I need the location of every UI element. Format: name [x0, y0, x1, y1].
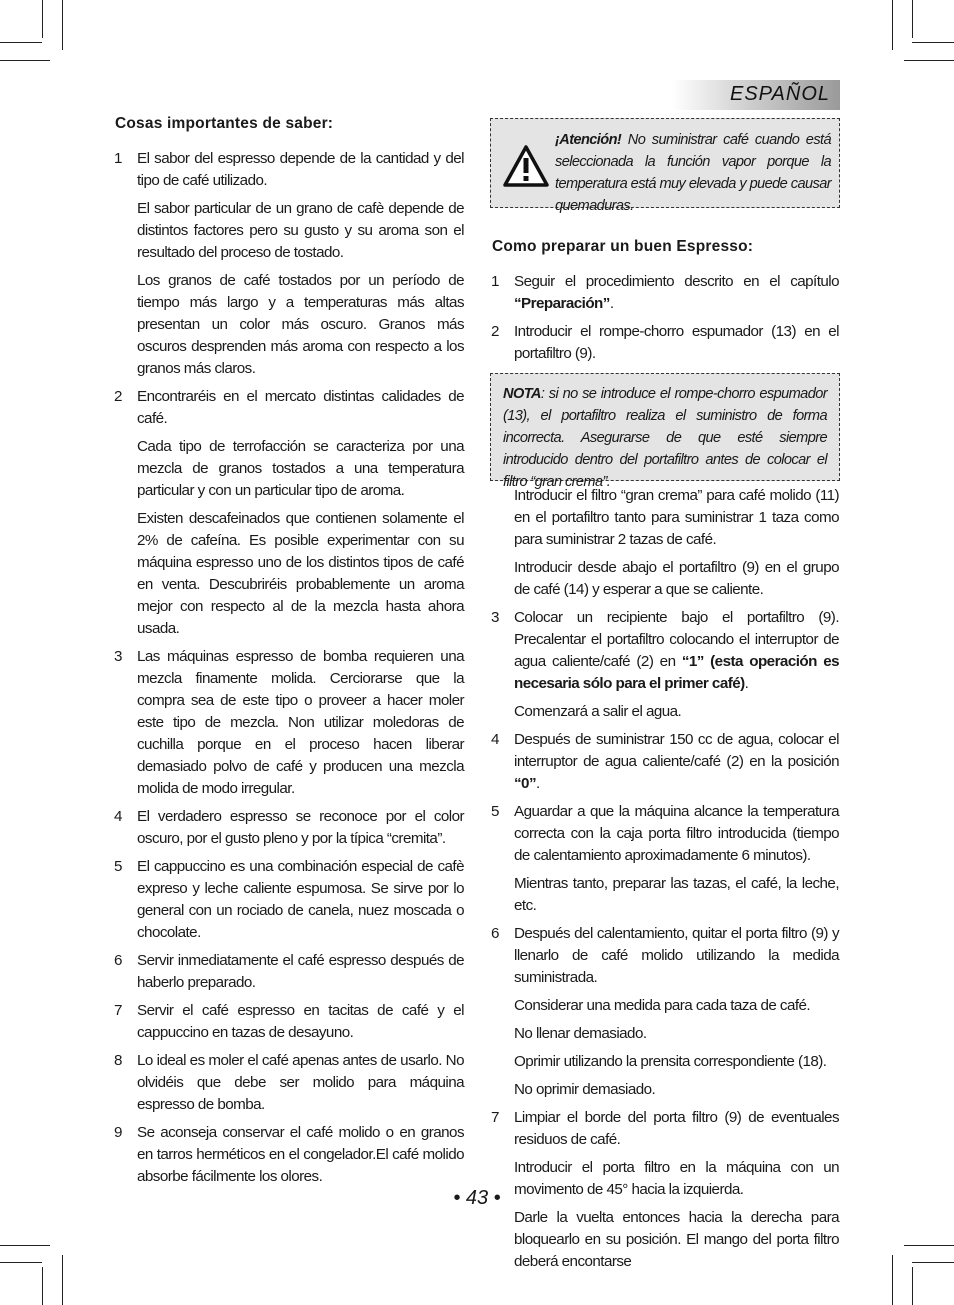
crop-mark: [0, 42, 42, 43]
list-item: [113, 386, 464, 640]
list-item: [113, 950, 464, 994]
item-number: 4: [114, 808, 122, 825]
item-text-end: .: [744, 675, 749, 692]
paragraph: Introducir desde abajo el portafiltro (9) en el grupo de café (14) y esperar a que se caliente.: [514, 559, 839, 598]
item-number: 3: [491, 609, 499, 626]
list-item: [490, 271, 839, 315]
item-number: 1: [114, 150, 122, 167]
note-label: NOTA: [503, 386, 541, 402]
right-column-bottom: [490, 485, 839, 1279]
crop-mark: [912, 1262, 954, 1263]
list-item: [490, 321, 839, 365]
language-label: ESPAÑOL: [730, 83, 830, 105]
crop-mark: [904, 60, 954, 61]
warning-box: [490, 118, 840, 214]
item-paragraph: Lo ideal es moler el café apenas antes de usarlo. No olvidéis que debe ser molido para máquina espresso de bomba.: [137, 1052, 464, 1113]
item-text: Introducir el rompe-chorro espumador (13) en el portafiltro (9).: [514, 323, 839, 362]
item-text: Seguir el procedimiento descrito en el capítulo: [514, 273, 839, 290]
item-number: 2: [114, 388, 122, 405]
crop-mark: [0, 60, 50, 61]
warning-triangle-icon: [503, 145, 549, 187]
note-body: : si no se introduce el rompe-chorro espumador (13), el portafiltro realiza el suministro de forma incorrecta. Asegurarse de que esté siempre introducido dentro del portafiltro antes de colocar el filtro “gran crema”.: [503, 386, 827, 490]
list-item: [113, 806, 464, 850]
language-tab: [672, 80, 840, 110]
list-item: [113, 856, 464, 944]
item-paragraph: El sabor del espresso depende de la cantidad y del tipo de café utilizado.: [137, 150, 464, 189]
item-paragraph: Aguardar a que la máquina alcance la temperatura correcta con la caja porta filtro introducida (tiempo de calentamiento aproximadamente 6 minutos).: [514, 803, 839, 864]
item-paragraph: Encontraréis en el mercato distintas calidades de café.: [137, 388, 464, 427]
section-heading: Como preparar un buen Espresso:: [492, 238, 754, 255]
crop-mark: [0, 1245, 50, 1246]
item-bold: “1” (esta operación es necesaria sólo para el primer café): [514, 653, 839, 692]
item-number: 7: [491, 1109, 499, 1126]
item-text: Colocar un recipiente bajo el portafiltro (9). Precalentar el portafiltro colocando el interruptor de agua caliente/café (2) en: [514, 609, 839, 670]
item-number: 5: [114, 858, 122, 875]
list-item: [113, 646, 464, 800]
list-item: [490, 607, 839, 723]
important-things-list: [113, 148, 464, 1188]
item-paragraph: No llenar demasiado.: [514, 1025, 647, 1042]
item-bold: “Preparación”: [514, 295, 610, 312]
item-number: 4: [491, 731, 499, 748]
warning-label: ¡Atención!: [555, 132, 622, 148]
crop-mark: [912, 42, 954, 43]
list-item: [490, 801, 839, 917]
item-paragraph: Cada tipo de terrofacción se caracteriza por una mezcla de granos tostados a una temperatura particular y con un particular tipo de aroma.: [137, 438, 464, 499]
item-paragraph: Las máquinas espresso de bomba requieren una mezcla finamente molida. Cerciorarse que la compra sea de este tipo o proveer a hacer moler este tipo de mezcla. Non utilizar moledoras de cuchilla porque en el proceso hacen liberar demasiado polvo de café y producen una mezcla molida de modo irregular.: [137, 648, 464, 797]
item-paragraph: Oprimir utilizando la prensita correspondiente (18).: [514, 1053, 827, 1070]
item-text-end: .: [535, 775, 540, 792]
section-heading: Cosas importantes de saber:: [115, 115, 334, 132]
item-paragraph: El cappuccino es una combinación especial de cafè expreso y leche caliente espumosa. Se sirve por lo general con un rociado de canela, nuez moscada o chocolate.: [137, 858, 464, 941]
warning-body: No suministrar café cuando está seleccionada la función vapor porque la temperatura está muy elevada y puede causar quemaduras.: [555, 132, 831, 214]
item-number: 6: [114, 952, 122, 969]
note-box: [490, 373, 840, 490]
crop-mark: [0, 1262, 42, 1263]
crop-mark: [912, 0, 913, 38]
crop-mark: [892, 1255, 893, 1305]
item-paragraph: Servir inmediatamente el café espresso después de haberlo preparado.: [137, 952, 464, 991]
item-paragraph: El sabor particular de un grano de cafè depende de distintos factores pero su gusto y su aroma son el resultado del proceso de tostado.: [137, 200, 464, 261]
item-paragraph: El verdadero espresso se reconoce por el color oscuro, por el gusto pleno y por la típica “cremita”.: [137, 808, 464, 847]
item-paragraph: Introducir el porta filtro en la máquina con un movimento de 45° hacia la izquierda.: [514, 1159, 839, 1198]
list-item: [113, 1050, 464, 1116]
item-number: 5: [491, 803, 499, 820]
crop-mark: [62, 1255, 63, 1305]
list-item: [113, 1122, 464, 1188]
list-item: [490, 923, 839, 1101]
item-number: 3: [114, 648, 122, 665]
crop-mark: [904, 1245, 954, 1246]
crop-mark: [42, 0, 43, 38]
item-number: 6: [491, 925, 499, 942]
item-paragraph: Limpiar el borde del porta filtro (9) de eventuales residuos de café.: [514, 1109, 839, 1148]
crop-mark: [892, 0, 893, 50]
crop-mark: [62, 0, 63, 50]
item-paragraph: Darle la vuelta entonces hacia la derecha para bloquearlo en su posición. El mango del porta filtro deberá encontarse: [514, 1209, 839, 1270]
item-text: Después de suministrar 150 cc de agua, colocar el interruptor de agua caliente/café (2) en la posición: [514, 731, 839, 770]
item-paragraph: Mientras tanto, preparar las tazas, el café, la leche, etc.: [514, 875, 839, 914]
page-number: • 43 •: [453, 1187, 501, 1209]
paragraph: Introducir el filtro “gran crema” para café molido (11) en el portafiltro tanto para suministrar 1 taza como para suministrar 2 tazas de café.: [514, 487, 839, 548]
item-number: 1: [491, 273, 499, 290]
item-number: 9: [114, 1124, 122, 1141]
item-paragraph: Se aconseja conservar el café molido o en granos en tarros herméticos en el congelador.El café molido absorbe fácilmente los olores.: [137, 1124, 464, 1185]
crop-mark: [42, 1267, 43, 1305]
item-paragraph: Los granos de café tostados por un período de tiempo más largo y a temperaturas más altas presentan un color más oscuro. Granos más oscuros desprenden más aroma con respecto a los granos más claros.: [137, 272, 464, 377]
item-text-end: .: [609, 295, 614, 312]
item-extra: Comenzará a salir el agua.: [514, 703, 682, 720]
item-paragraph: Existen descafeinados que contienen solamente el 2% de cafeína. Es posible experimentar con su máquina espresso uno de los distintos tipos de café en venta. Descubriréis probablemente un aroma mejor con respecto al de la mezcla hasta ahora usada.: [137, 510, 464, 637]
item-number: 8: [114, 1052, 122, 1069]
item-bold: “0”: [514, 775, 536, 792]
warning-text: [555, 129, 831, 217]
list-item: [490, 729, 839, 795]
item-paragraph: Después del calentamiento, quitar el porta filtro (9) y llenarlo de café molido utilizando la medida suministrada.: [514, 925, 839, 986]
right-column-top: [490, 236, 839, 371]
note-text: [503, 383, 827, 493]
list-item: [113, 148, 464, 380]
item-paragraph: Servir el café espresso en tacitas de café y el cappuccino en tazas de desayuno.: [137, 1002, 464, 1041]
left-column: [113, 113, 464, 1194]
crop-mark: [912, 1267, 913, 1305]
item-paragraph: Considerar una medida para cada taza de café.: [514, 997, 811, 1014]
item-number: 2: [491, 323, 499, 340]
item-paragraph: No oprimir demasiado.: [514, 1081, 656, 1098]
list-item: [113, 1000, 464, 1044]
item-number: 7: [114, 1002, 122, 1019]
